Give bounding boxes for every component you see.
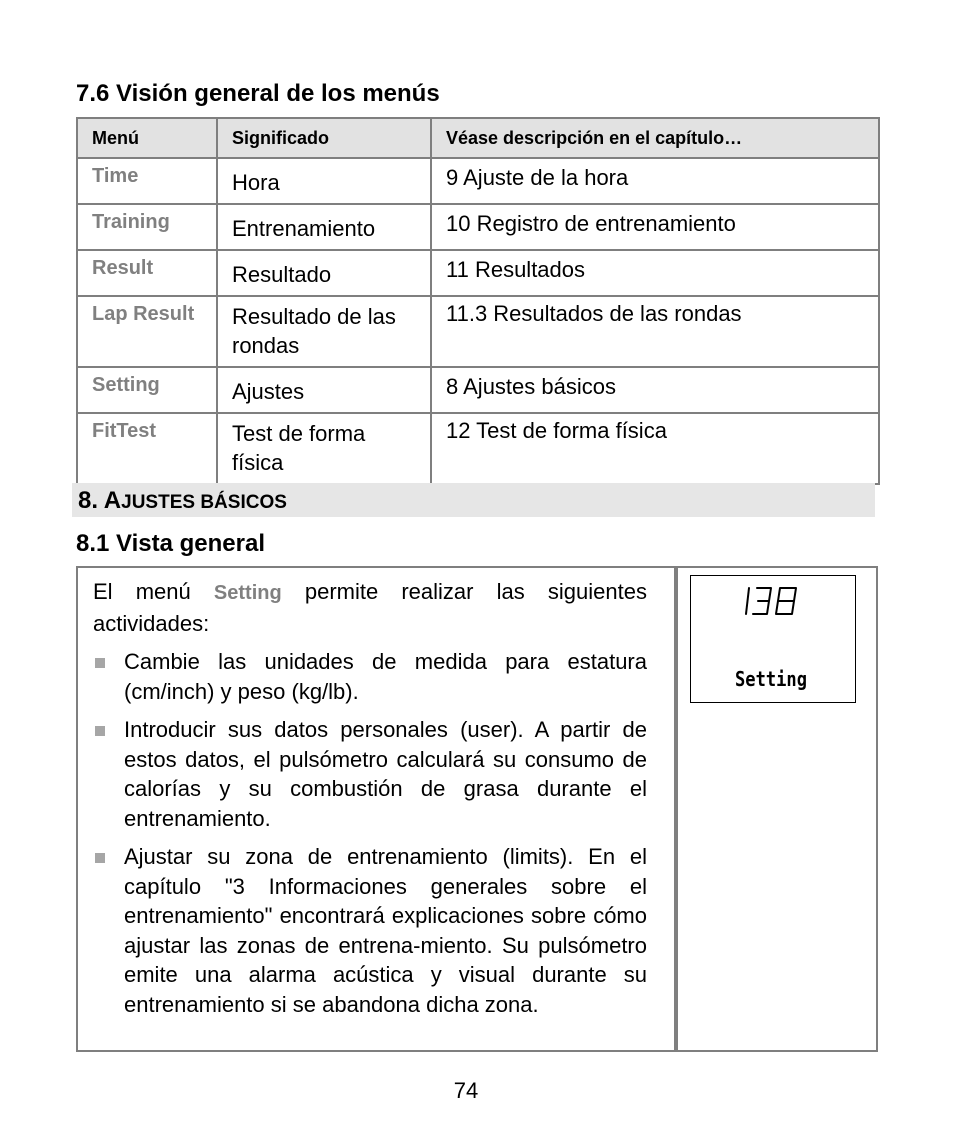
intro-before: El menú — [93, 579, 191, 604]
menu-cell: Lap Result — [77, 296, 217, 367]
column-header-menu: Menú — [77, 118, 217, 158]
section-heading-7-6: 7.6 Visión general de los menús — [76, 80, 440, 107]
chapter-cell: 12 Test de forma física — [431, 413, 879, 484]
list-item-text: Ajustar su zona de entrenamiento (limits). En el capítulo "3 Informaciones generales sobre el entrenamiento" encontrará explicaciones sobre cómo ajustar las zonas de entrena-miento. Su pulsómetro emite una alarma acústica y visual durante su entrenamiento si se abandona dicha zona. — [124, 844, 647, 1017]
overview-text — [93, 577, 647, 1019]
column-header-meaning: Significado — [217, 118, 431, 158]
lcd-digits — [746, 588, 796, 614]
square-bullet-icon — [95, 658, 105, 668]
lcd-display — [690, 575, 856, 703]
menu-cell: Result — [77, 250, 217, 296]
chapter-heading-8 — [78, 487, 287, 515]
table-row — [77, 204, 879, 250]
table-row — [77, 296, 879, 367]
meaning-cell: Test de forma física — [217, 413, 431, 484]
table-row — [77, 250, 879, 296]
column-header-chapter: Véase descripción en el capítulo… — [431, 118, 879, 158]
list-item — [93, 715, 647, 833]
meaning-cell: Ajustes — [217, 367, 431, 413]
table-header-row — [77, 118, 879, 158]
menu-cell: FitTest — [77, 413, 217, 484]
table-row — [77, 367, 879, 413]
list-item-text: Cambie las unidades de medida para estatura (cm/inch) y peso (kg/lb). — [124, 649, 647, 704]
meaning-cell: Entrenamiento — [217, 204, 431, 250]
chapter-cell: 11.3 Resultados de las rondas — [431, 296, 879, 367]
chapter-cell: 8 Ajustes básicos — [431, 367, 879, 413]
intro-after: permite realizar las siguientes actividades: — [93, 579, 647, 636]
lcd-label: Setting — [735, 667, 807, 691]
meaning-cell: Resultado de las rondas — [217, 296, 431, 367]
meaning-cell: Hora — [217, 158, 431, 204]
column-divider — [674, 568, 678, 1050]
chapter-cell: 11 Resultados — [431, 250, 879, 296]
section-heading-8-1: 8.1 Vista general — [76, 530, 265, 557]
page-number: 74 — [453, 1078, 479, 1103]
intro-paragraph — [93, 577, 647, 638]
chapter-initial: A — [103, 487, 122, 514]
table-row — [77, 158, 879, 204]
chapter-rest: JUSTES BÁSICOS — [121, 492, 287, 513]
menu-cell: Time — [77, 158, 217, 204]
list-item-text: Introducir sus datos personales (user). A partir de estos datos, el pulsómetro calculará su consumo de calorías y su combustión de grasa durante el entrenamiento. — [124, 717, 647, 831]
chapter-cell: 9 Ajuste de la hora — [431, 158, 879, 204]
menu-name-setting: Setting — [213, 582, 282, 604]
lcd-display-graphic — [691, 576, 855, 702]
menu-cell: Training — [77, 204, 217, 250]
table-row — [77, 413, 879, 484]
chapter-number: 8. — [78, 487, 99, 514]
meaning-cell: Resultado — [217, 250, 431, 296]
square-bullet-icon — [95, 726, 105, 736]
chapter-cell: 10 Registro de entrenamiento — [431, 204, 879, 250]
list-item — [93, 842, 647, 1019]
list-item — [93, 647, 647, 706]
menu-overview-table — [76, 117, 880, 485]
menu-cell: Setting — [77, 367, 217, 413]
square-bullet-icon — [95, 853, 105, 863]
chapter-heading-bar — [72, 483, 875, 517]
